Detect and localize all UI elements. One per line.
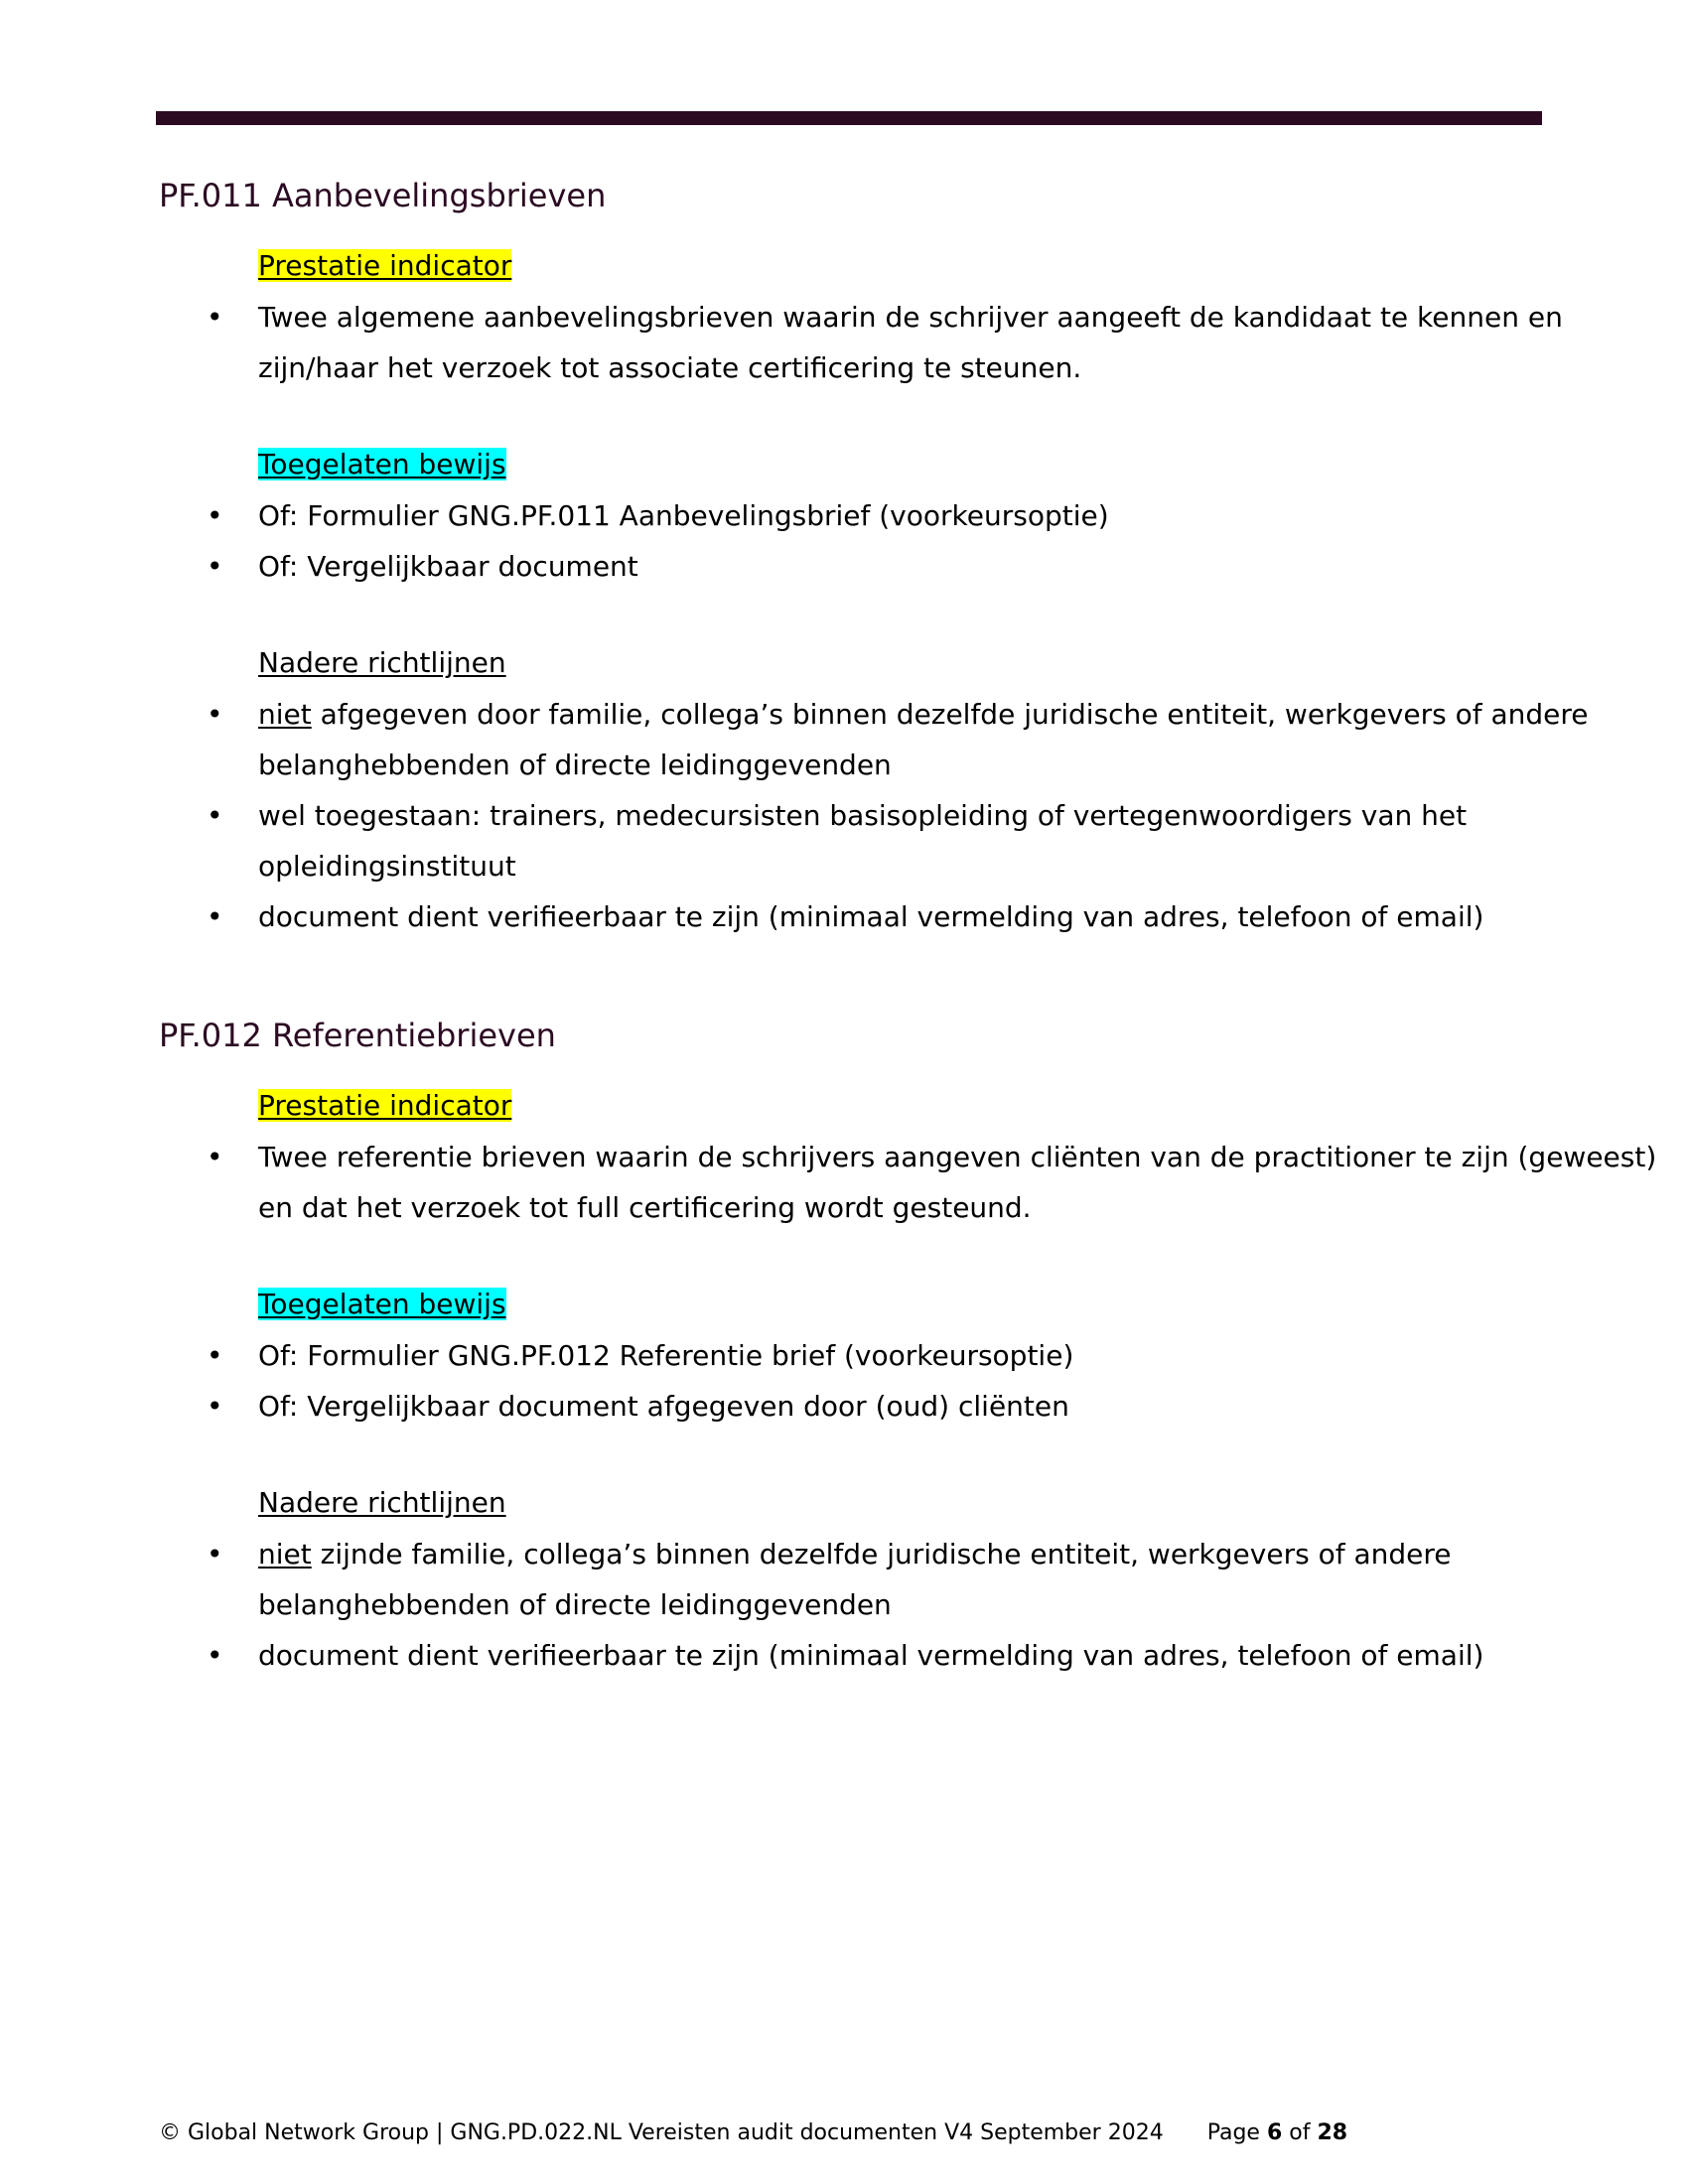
footer-copyright: © Global Network Group | GNG.PD.022.NL Vereisten audit documenten V4 September 2024 — [159, 2120, 1164, 2145]
list-item: • Of: Formulier GNG.PF.012 Referentie brief (voorkeursoptie) — [159, 1330, 1688, 1381]
list-item: • Of: Vergelijkbaar document — [159, 541, 1688, 592]
bullet-icon: • — [207, 698, 223, 731]
list-item: • Twee algemene aanbevelingsbrieven waarin de schrijver aangeeft de kandidaat te kennen en zijn/haar het verzoek tot associate certificering te steunen. — [159, 292, 1688, 393]
page-number: Page 6 of 28 — [1206, 2120, 1348, 2145]
indicator-heading: Prestatie indicator — [258, 249, 512, 282]
list-item: • document dient verifieerbaar te zijn (minimaal vermelding van adres, telefoon of email) — [159, 891, 1688, 942]
list-item: • wel toegestaan: trainers, medecursisten basisopleiding of vertegenwoordigers van het opleidingsinstituut — [159, 790, 1688, 891]
list-item: • Of: Vergelijkbaar document afgegeven door (oud) cliënten — [159, 1381, 1688, 1432]
list-item: • document dient verifieerbaar te zijn (minimaal vermelding van adres, telefoon of email) — [159, 1630, 1688, 1681]
bullet-icon: • — [207, 301, 223, 334]
indicator-list — [159, 292, 1563, 393]
bullet-icon: • — [207, 1339, 223, 1372]
evidence-heading: Toegelaten bewijs — [258, 1288, 506, 1320]
guidelines-list — [159, 689, 1589, 942]
evidence-list — [159, 490, 1549, 592]
guidelines-heading: Nadere richtlijnen — [258, 1486, 506, 1519]
list-item: • Of: Formulier GNG.PF.011 Aanbevelingsbrief (voorkeursoptie) — [159, 490, 1688, 541]
page-footer — [159, 2120, 1347, 2145]
bullet-icon: • — [207, 1141, 223, 1173]
bullet-icon: • — [207, 1390, 223, 1423]
guidelines-list — [159, 1529, 1549, 1681]
bullet-icon: • — [207, 550, 223, 583]
bullet-icon: • — [207, 499, 223, 532]
section-title: PF.011 Aanbevelingsbrieven — [159, 177, 607, 214]
bullet-icon: • — [207, 1538, 223, 1570]
list-item: • niet zijnde familie, collega’s binnen dezelfde juridische entiteit, werkgevers of andere belanghebbenden of directe leidinggevenden — [159, 1529, 1688, 1630]
list-item: • niet afgegeven door familie, collega’s binnen dezelfde juridische entiteit, werkgevers of andere belanghebbenden of directe leidinggevenden — [159, 689, 1688, 790]
bullet-icon: • — [207, 900, 223, 933]
list-item: • Twee referentie brieven waarin de schrijvers aangeven cliënten van de practitioner te zijn (geweest) en dat het verzoek tot full certificering wordt gesteund. — [159, 1132, 1688, 1233]
evidence-list — [159, 1330, 1549, 1432]
header-rule — [156, 111, 1542, 125]
indicator-heading: Prestatie indicator — [258, 1089, 512, 1122]
bullet-icon: • — [207, 799, 223, 832]
section-title: PF.012 Referentiebrieven — [159, 1017, 556, 1054]
indicator-list — [159, 1132, 1657, 1233]
evidence-heading: Toegelaten bewijs — [258, 448, 506, 480]
bullet-icon: • — [207, 1639, 223, 1672]
guidelines-heading: Nadere richtlijnen — [258, 646, 506, 679]
